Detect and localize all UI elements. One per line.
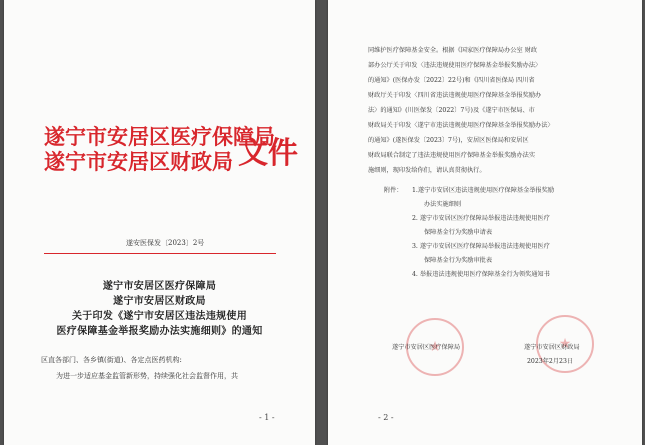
notice-title-line-3: 关于印发《遂宁市安居区违法违规使用	[71, 311, 248, 322]
attachment-1-line-2: 办法实施细则	[424, 201, 462, 208]
signature-left: 遂宁市安居区医疗保障局	[392, 344, 461, 351]
page-number: - 1 -	[259, 413, 275, 422]
issuer-header-line-2: 遂宁市安居区财政局	[44, 150, 233, 174]
body-text-line: 的通知》(医保办发〔2022〕22号)和《四川省医保局 四川省	[368, 77, 535, 84]
recipients-line: 区直各部门、各乡镇(街道)、各定点医药机构:	[41, 356, 182, 364]
body-text-line: 施细则，现印发给你们，请认真贯彻执行。	[368, 167, 486, 174]
attachment-3-line-1: 3. 遂宁市安居区医疗保障局举报违法违规使用医疗	[412, 243, 550, 250]
body-text-line: 部办公厅关于印发〈违法违规使用医疗保障基金举报奖励办法〉	[368, 62, 542, 69]
issuer-header-line-1: 遂宁市安居区医疗保障局	[44, 125, 275, 149]
red-divider-line	[44, 253, 276, 254]
signature-right: 遂宁市安居区财政局	[524, 344, 580, 351]
body-text-line: 法〉的通知》(川医保发〔2022〕7号)及《遂宁市医保局、市	[368, 107, 535, 114]
attachment-4-line-1: 4. 举报违法违规使用医疗保障基金行为领奖通知书	[412, 271, 550, 278]
notice-title-line-1: 遂宁市安居区医疗保障局	[102, 281, 217, 292]
notice-title-line-4: 医疗保障基金举报奖励办法实施细则》的通知	[56, 326, 263, 337]
notice-title-line-2: 遂宁市安居区财政局	[113, 296, 206, 307]
attachments-label: 附件：	[384, 187, 403, 194]
body-text-line: 同维护医疗保障基金安全。根据《国家医疗保障局办公室 财政	[368, 47, 538, 54]
body-text-line: 财政局关于印发〈遂宁市违法违规使用医疗保障基金举报奖励办法〉	[368, 122, 554, 129]
attachment-2-line-2: 保障基金行为奖励申请表	[424, 229, 493, 236]
attachment-3-line-2: 保障基金行为奖励审批表	[424, 257, 493, 264]
attachment-1-line-1: 1.遂宁市安居区违法违规使用医疗保障基金举报奖励	[412, 187, 555, 194]
body-text-line: 的通知》(遂医保发〔2023〕7号)，安居区医保局和安居区	[368, 137, 529, 144]
issuer-header-suffix: 文件	[238, 136, 298, 171]
body-text-line: 财政厅关于印发〈四川省违法违规使用医疗保障基金举报奖励办	[368, 92, 542, 99]
body-text-line: 财政局联合制定了违法违规使用医疗保障基金举报奖励办法实	[368, 152, 536, 159]
attachment-2-line-1: 2. 遂宁市安居区医疗保障局举报违法违规使用医疗	[412, 215, 550, 222]
page-number: - 2 -	[378, 413, 394, 422]
document-number: 遂安医保发〔2023〕2号	[126, 239, 205, 247]
body-text-line: 为进一步适应基金监管新形势，持续强化社会监督作用，共	[56, 372, 238, 380]
issue-date: 2023年2月23日	[527, 358, 574, 365]
document-page-2	[328, 0, 642, 445]
document-page-1	[4, 0, 315, 445]
